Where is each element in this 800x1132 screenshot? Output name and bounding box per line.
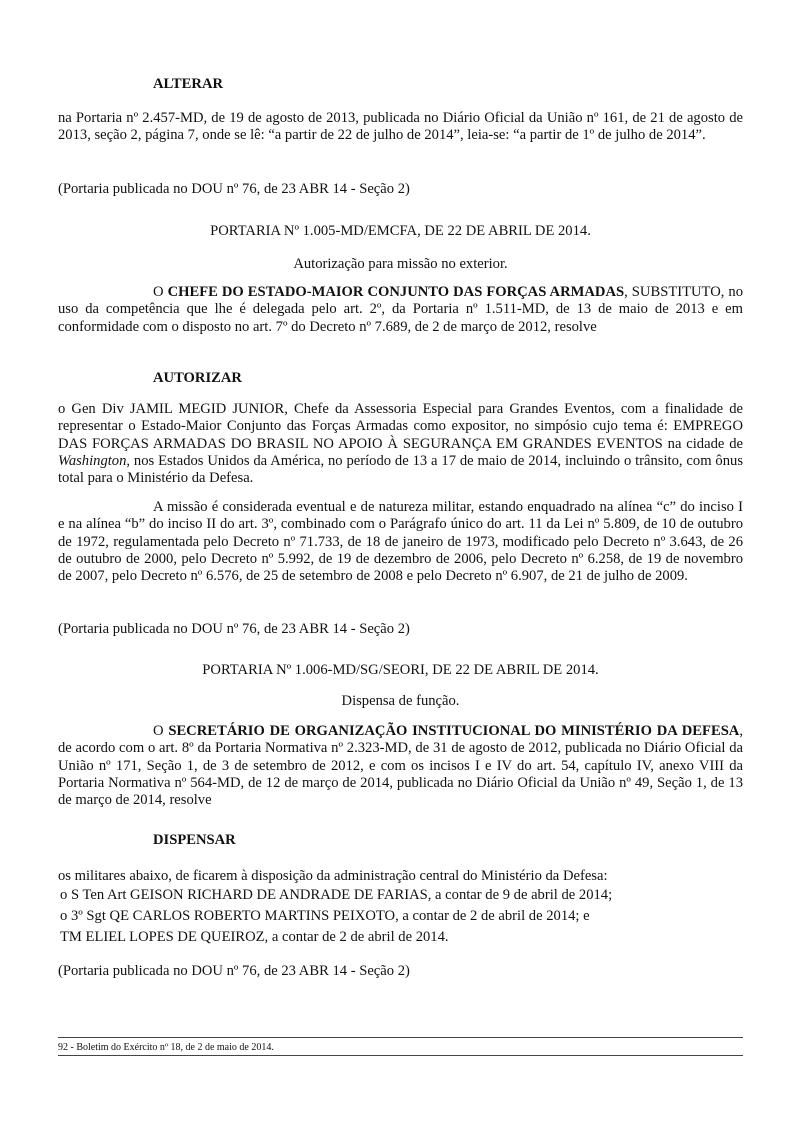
portaria1-publication: (Portaria publicada no DOU nº 76, de 23 ABR 14 - Seção 2) <box>58 621 410 637</box>
portaria1-intro-rest: , SUBSTITUTO, no uso da competência que lhe é delegada pelo art. 2º, da Portaria nº 1.511-MD, de 13 de maio de 2013 e em conformidade com o disposto no art. 7º do Decreto nº 7.689, de 2 de março de 2012, resolve <box>58 284 743 335</box>
portaria2-authority: SECRETÁRIO DE ORGANIZAÇÃO INSTITUCIONAL DO MINISTÉRIO DA DEFESA <box>168 723 740 739</box>
footer-bottom-rule <box>58 1055 743 1056</box>
list-item: o 3º Sgt QE CARLOS ROBERTO MARTINS PEIXOTO, a contar de 2 de abril de 2014; e <box>60 908 590 924</box>
portaria1-title: PORTARIA Nº 1.005-MD/EMCFA, DE 22 DE ABRIL DE 2014. <box>210 223 591 239</box>
portaria1-city: Washington <box>58 452 127 469</box>
portaria2-publication: (Portaria publicada no DOU nº 76, de 23 ABR 14 - Seção 2) <box>58 963 410 979</box>
portaria2-intro-rest: , de acordo com o art. 8º da Portaria Normativa nº 2.323-MD, de 31 de agosto de 2012, publicada no Diário Oficial da União nº 171, Seção 1, de 3 de setembro de 2012, e com os incisos I e IV do art. 54, capítulo IV, anexo VIII da Portaria Normativa nº 564-MD, de 12 de março de 2014, publicada no Diário Oficial da União nº 49, Seção 1, de 13 de março de 2014, resolve <box>58 723 744 809</box>
list-item: o S Ten Art GEISON RICHARD DE ANDRADE DE FARIAS, a contar de 9 de abril de 2014; <box>60 887 613 903</box>
portaria2-subject: Dispensa de função. <box>341 693 460 709</box>
portaria1-intro <box>58 284 743 336</box>
portaria1-authority: CHEFE DO ESTADO-MAIOR CONJUNTO DAS FORÇAS ARMADAS <box>167 284 625 300</box>
alterar-body: na Portaria nº 2.457-MD, de 19 de agosto de 2013, publicada no Diário Oficial da União nº 161, de 21 de agosto de 2013, seção 2, página 7, onde se lê: “a partir de 22 de julho de 2014”, leia-se: “a partir de 1º de julho de 2014”. <box>58 110 743 144</box>
footer-top-rule <box>58 1037 743 1038</box>
portaria2-body: os militares abaixo, de ficarem à disposição da administração central do Ministério da Defesa: <box>58 868 608 884</box>
portaria1-body <box>58 401 743 487</box>
portaria1-body-after-city: , nos Estados Unidos da América, no período de 13 a 17 de maio de 2014, incluindo o trânsito, com ônus total para o Ministério da Defesa. <box>58 452 743 487</box>
portaria2-authority-prefix: O <box>153 723 164 739</box>
alterar-heading: ALTERAR <box>153 76 224 92</box>
portaria1-subject: Autorização para missão no exterior. <box>293 256 508 272</box>
list-item: TM ELIEL LOPES DE QUEIROZ, a contar de 2 de abril de 2014. <box>60 929 449 945</box>
portaria2-action: DISPENSAR <box>153 832 236 848</box>
portaria1-mission: A missão é considerada eventual e de natureza militar, estando enquadrado na alínea “c” do inciso I e na alínea “b” do inciso II do art. 3º, combinado com o Parágrafo único do art. 11 da Lei nº 5.809, de 10 de outubro de 1972, regulamentada pelo Decreto nº 71.733, de 18 de janeiro de 1973, modificado pelo Decreto nº 3.643, de 26 de outubro de 2000, pelo Decreto nº 5.992, de 19 de dezembro de 2006, pelo Decreto nº 6.258, de 19 de novembro de 2007, pelo Decreto nº 6.576, de 25 de setembro de 2008 e pelo Decreto nº 6.907, de 21 de julho de 2009. <box>58 499 743 585</box>
portaria1-authority-prefix: O <box>153 284 164 300</box>
alterar-publication: (Portaria publicada no DOU nº 76, de 23 ABR 14 - Seção 2) <box>58 181 410 197</box>
footer-text: 92 - Boletim do Exército nº 18, de 2 de maio de 2014. <box>58 1042 274 1053</box>
portaria2-title: PORTARIA Nº 1.006-MD/SG/SEORI, DE 22 DE ABRIL DE 2014. <box>202 662 599 678</box>
portaria2-intro <box>58 723 743 809</box>
portaria1-body-before-city: o Gen Div JAMIL MEGID JUNIOR, Chefe da Assessoria Especial para Grandes Eventos, com a finalidade de representar o Estado-Maior Conjunto das Forças Armadas como expositor, no simpósio cujo tema é: EMPREGO DAS FORÇAS ARMADAS DO BRASIL NO APOIO À SEGURANÇA EM GRANDES EVENTOS na cidade de <box>58 401 743 452</box>
portaria1-action: AUTORIZAR <box>153 370 242 386</box>
